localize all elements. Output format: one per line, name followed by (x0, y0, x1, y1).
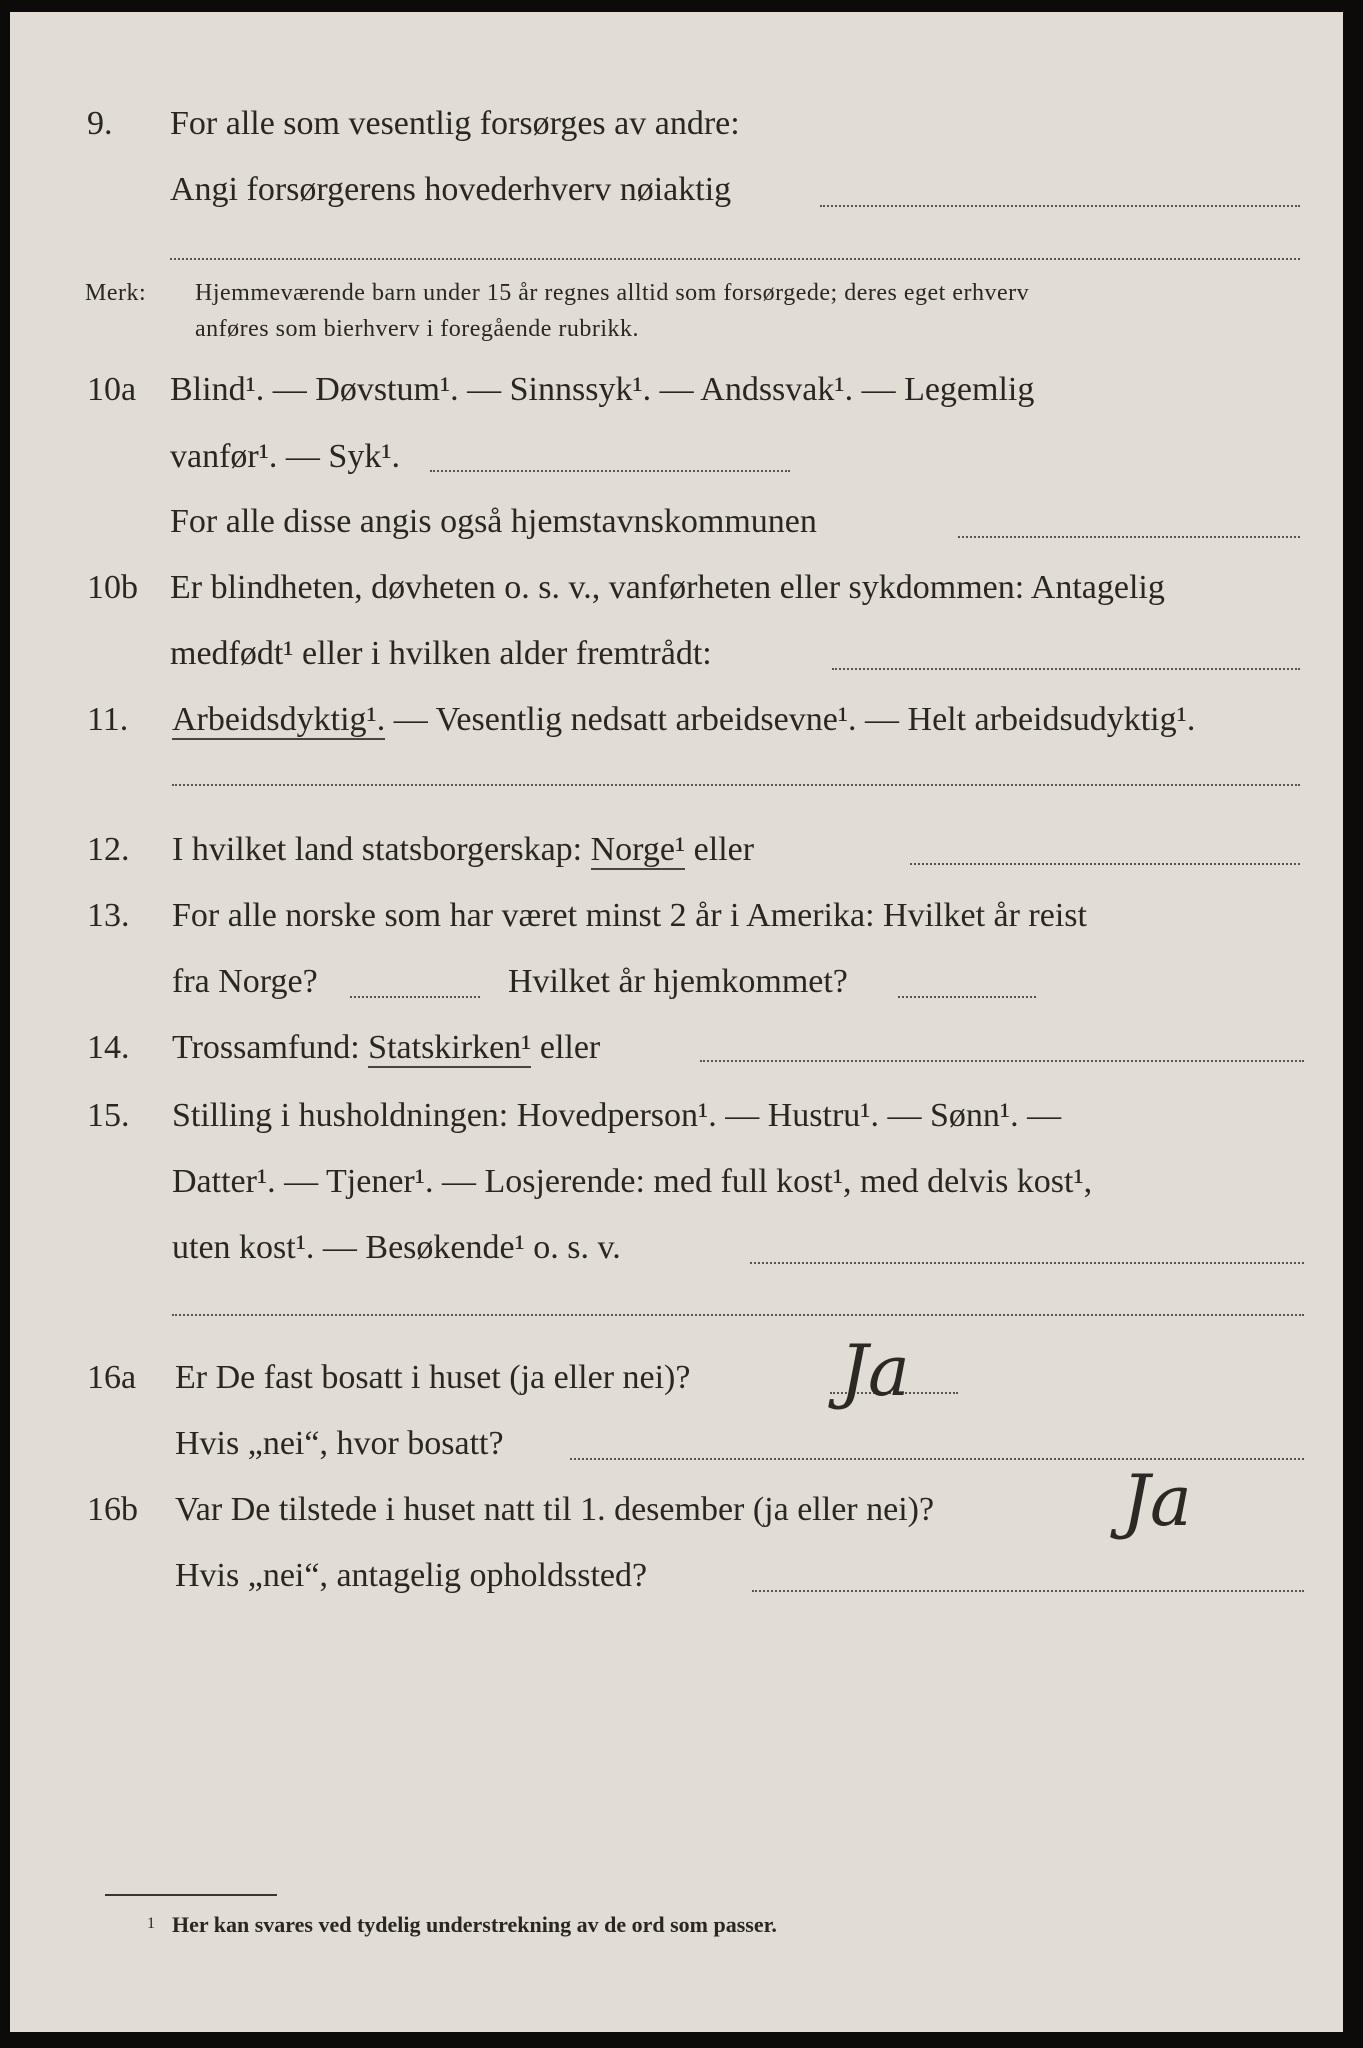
answer-line[interactable] (910, 863, 1300, 865)
question-text: For alle disse angis også hjemstavnskommunen (170, 503, 817, 540)
question-number: 9. (87, 105, 113, 142)
question-text: eller (531, 1029, 601, 1066)
underlined-answer: Arbeidsdyktig¹. (172, 701, 386, 738)
answer-line[interactable] (750, 1262, 1304, 1264)
question-number: 16a (87, 1359, 137, 1396)
answer-line[interactable] (752, 1590, 1304, 1592)
question-text: Hvilket år hjemkommet? (508, 963, 848, 1000)
question-text: Var De tilstede i huset natt til 1. desember (ja eller nei)? (175, 1491, 935, 1528)
question-text: For alle norske som har været minst 2 år i Amerika: Hvilket år reist (172, 897, 1087, 934)
answer-line[interactable] (700, 1060, 1304, 1062)
question-text: Hvis „nei“, antagelig opholdssted? (175, 1557, 648, 1594)
answer-line[interactable] (570, 1458, 1304, 1460)
footnote-text: Her kan svares ved tydelig understrekning av de ord som passer. (172, 1912, 777, 1937)
handwritten-answer: Ja (1122, 1460, 1192, 1542)
question-text: uten kost¹. — Besøkende¹ o. s. v. (172, 1229, 621, 1266)
question-number: 13. (87, 897, 130, 934)
question-text: Angi forsørgerens hovederhverv nøiaktig (170, 171, 732, 208)
question-number: 14. (87, 1029, 130, 1066)
underlined-answer: Statskirken¹ (368, 1029, 532, 1066)
answer-line[interactable] (172, 784, 1300, 786)
question-text: Trossamfund: (172, 1029, 369, 1066)
answer-line[interactable] (172, 1314, 1304, 1316)
question-text: I hvilket land statsborgerskap: (172, 831, 591, 868)
question-text: Er blindheten, døvheten o. s. v., vanførheten eller sykdommen: Antagelig (170, 569, 1165, 606)
answer-line[interactable] (820, 205, 1300, 207)
answer-line[interactable] (898, 996, 1036, 998)
question-text: eller (685, 831, 755, 868)
underlined-answer: Norge¹ (590, 831, 686, 868)
note-text: Hjemmeværende barn under 15 år regnes alltid som forsørgede; deres eget erhverv (195, 280, 1030, 306)
question-text: For alle som vesentlig forsørges av andre: (170, 105, 740, 142)
answer-line[interactable] (430, 470, 790, 472)
question-text: Blind¹. — Døvstum¹. — Sinnssyk¹. — Andssvak¹. — Legemlig (170, 371, 1035, 408)
question-text: fra Norge? (172, 963, 318, 1000)
footnote-rule (105, 1894, 277, 1896)
question-text: vanfør¹. — Syk¹. (170, 438, 401, 475)
question-text: — Vesentlig nedsatt arbeidsevne¹. — Helt arbeidsudyktig¹. (385, 701, 1196, 738)
answer-line[interactable] (170, 258, 1300, 260)
question-number: 15. (87, 1097, 130, 1134)
question-number: 11. (87, 701, 129, 738)
answer-line[interactable] (350, 996, 480, 998)
answer-line[interactable] (958, 536, 1300, 538)
question-text: Hvis „nei“, hvor bosatt? (175, 1425, 504, 1462)
question-number: 16b (87, 1491, 138, 1528)
answer-line[interactable] (832, 668, 1300, 670)
note-label: Merk: (85, 280, 147, 306)
question-number: 10b (87, 569, 138, 606)
question-text: medfødt¹ eller i hvilken alder fremtrådt: (170, 635, 712, 672)
question-text: Datter¹. — Tjener¹. — Losjerende: med full kost¹, med delvis kost¹, (172, 1163, 1093, 1200)
question-text: Stilling i husholdningen: Hovedperson¹. — Hustru¹. — Sønn¹. — (172, 1097, 1062, 1134)
question-number: 12. (87, 831, 130, 868)
note-text: anføres som bierhverv i foregående rubrikk. (195, 316, 640, 342)
question-text: Er De fast bosatt i huset (ja eller nei)? (175, 1359, 691, 1396)
footnote-mark: 1 (147, 1915, 155, 1932)
question-number: 10a (87, 371, 137, 408)
census-form-page (10, 12, 1343, 2032)
handwritten-answer: Ja (840, 1330, 910, 1412)
